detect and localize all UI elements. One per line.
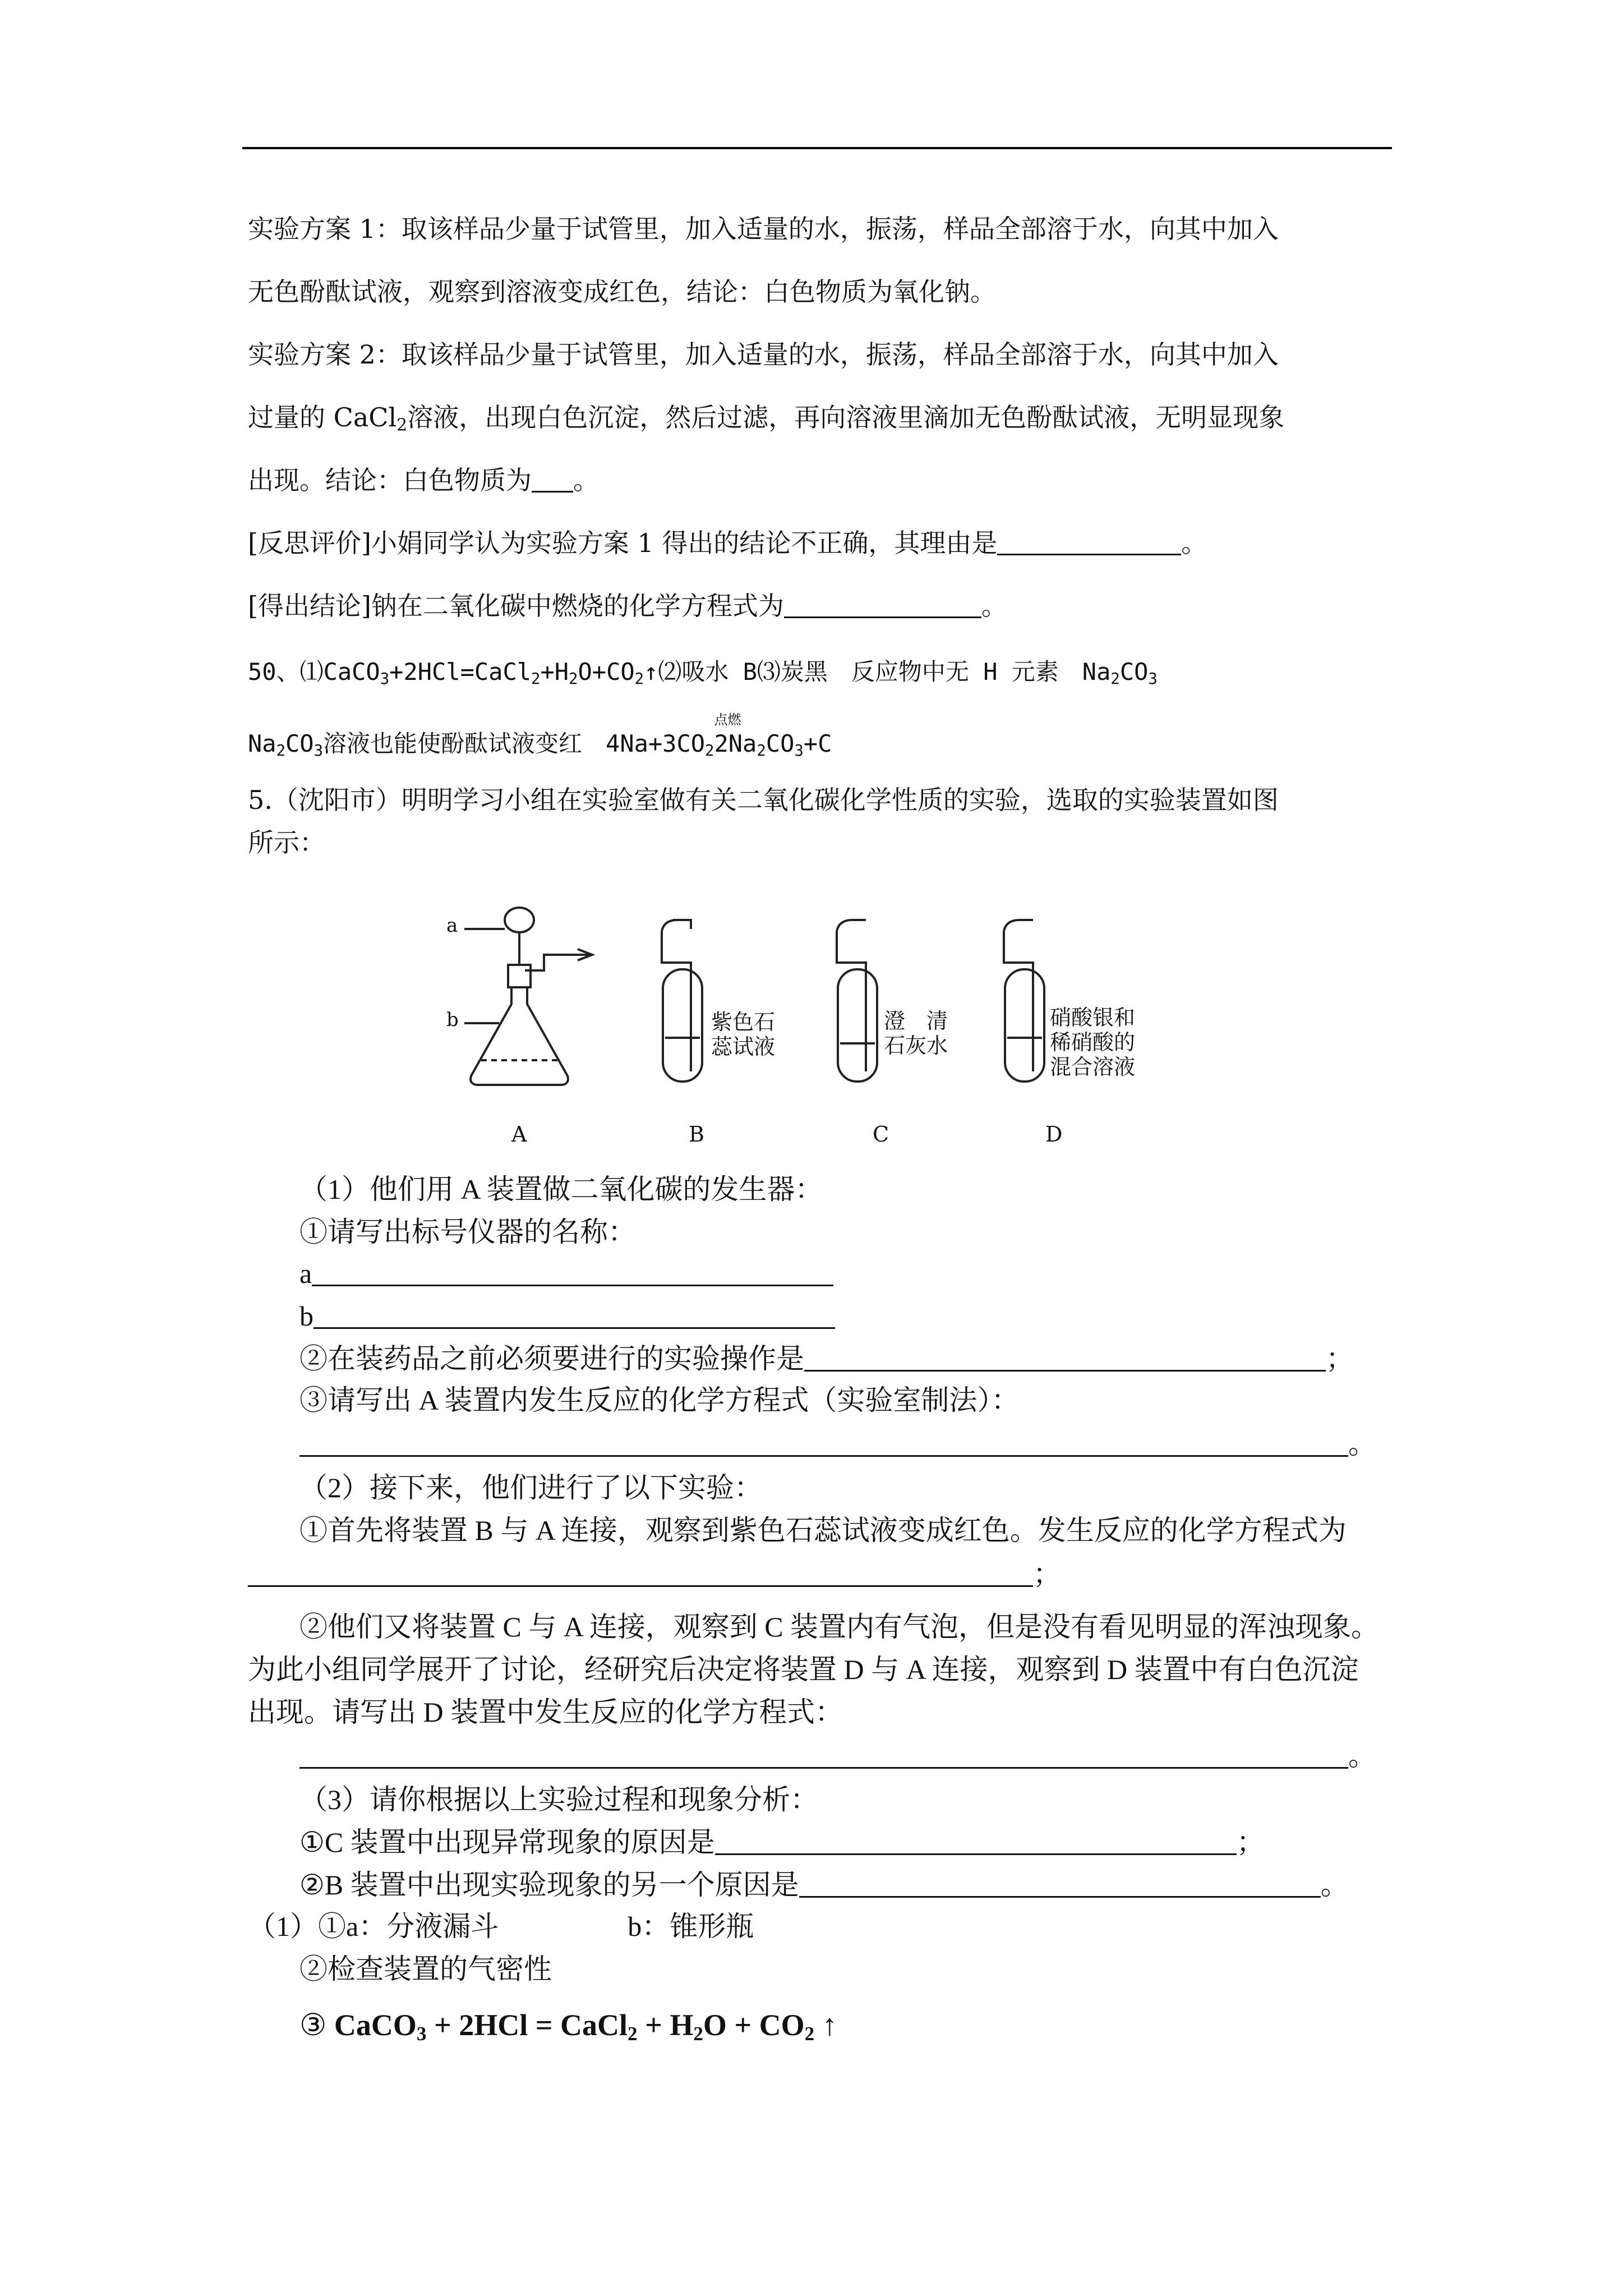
answer-blank[interactable] <box>299 1429 1348 1457</box>
q5-part3: （3）请你根据以上实验过程和现象分析： <box>299 1784 818 1815</box>
tube-c-label: 澄 清 石灰水 <box>884 1009 948 1058</box>
answer-blank[interactable] <box>248 1559 1033 1587</box>
conclude-line: [得出结论]钠在二氧化碳中燃烧的化学方程式为 。 <box>248 591 1007 621</box>
separatory-funnel-bulb <box>505 908 534 932</box>
tube-b-label: 紫色石 蕊试液 <box>711 1010 776 1059</box>
q5-part1-1: ①请写出标号仪器的名称： <box>299 1216 636 1248</box>
answer-blank[interactable] <box>997 528 1181 555</box>
answer-blank[interactable] <box>804 1344 1326 1372</box>
answer-blank[interactable] <box>532 465 573 493</box>
plan2-line3: 出现。结论：白色物质为 。 <box>248 465 599 495</box>
q5-part3-2: ②B 装置中出现实验现象的另一个原因是 。 <box>299 1869 1349 1901</box>
label-b: b <box>446 1009 459 1031</box>
header-rule <box>242 147 1392 149</box>
q5-part1-3-answer: 。 <box>299 1427 1376 1461</box>
q5-part2-1: ①首先将装置 B 与 A 连接，观察到紫色石蕊试液变成红色。发生反应的化学方程式为 <box>299 1515 1347 1546</box>
answer50-line1: 50、$⑴CaCO_3+2HCl=CaCl_2+H_2O+CO_2↑⑵$吸水 B⑶炭黑 反应物中无 H 元素 $Na_2CO_3$ <box>248 658 1158 688</box>
answer-blank[interactable] <box>784 591 981 618</box>
q5-part2-2-line3: 出现。请写出 D 装置中发生反应的化学方程式： <box>248 1696 843 1728</box>
caption-b: B <box>689 1122 704 1147</box>
plan2-line2: 过量的 CaCl$_2$溶液，出现白色沉淀，然后过滤，再向溶液里滴加无色酚酞试液，无明显现象 <box>248 402 1285 435</box>
q5-part2-2-line1: ②他们又将装置 C 与 A 连接，观察到 C 装置内有气泡，但是没有看见明显的浑浊现象。 <box>299 1611 1380 1642</box>
plan2-line1: 实验方案 2：取该样品少量于试管里，加入适量的水，振荡，样品全部溶于水，向其中加入 <box>248 339 1279 370</box>
answer5-equation: ③ CaCO$_3$ + 2HCl = CaCl$_2$ + $H_2O + CO_2$ ↑ <box>299 2008 837 2045</box>
label-a: a <box>446 914 458 937</box>
answer5-line1: （1）①a：分液漏斗 b：锥形瓶 <box>248 1911 754 1942</box>
tube-d-label: 硝酸银和 稀硝酸的 混合溶液 <box>1050 1005 1136 1079</box>
q5-part2: （2）接下来，他们进行了以下实验： <box>299 1472 762 1503</box>
q5-line1: 5.（沈阳市）明明学习小组在实验室做有关二氧化碳化学性质的实验，选取的实验装置如图 <box>248 785 1279 815</box>
caption-c: C <box>873 1122 889 1147</box>
instrument-b-row: b <box>299 1299 835 1333</box>
q5-part2-2-answer: 。 <box>299 1739 1376 1773</box>
plan1-line2: 无色酚酞试液，观察到溶液变成红色，结论：白色物质为氧化钠。 <box>248 277 996 307</box>
instrument-a-row: a <box>299 1257 833 1290</box>
q5-line2: 所示： <box>248 827 325 858</box>
q5-part2-1-answer: ； <box>248 1557 1061 1591</box>
answer-blank[interactable] <box>799 1870 1321 1898</box>
instrument-b-blank[interactable] <box>313 1301 835 1329</box>
answer-blank[interactable] <box>715 1828 1237 1855</box>
answer-blank[interactable] <box>299 1741 1348 1769</box>
apparatus-figure <box>446 898 1211 1156</box>
q5-part3-1: ①C 装置中出现异常现象的原因是 ； <box>299 1826 1265 1858</box>
caption-d: D <box>1045 1122 1063 1147</box>
caption-a: A <box>511 1122 527 1147</box>
q5-part1-3: ③请写出 A 装置内发生反应的化学方程式（实验室制法）： <box>299 1384 1020 1416</box>
q5-part1-2: ②在装药品之前必须要进行的实验操作是 ； <box>299 1343 1354 1374</box>
plan1-line1: 实验方案 1：取该样品少量于试管里，加入适量的水，振荡，样品全部溶于水，向其中加入 <box>248 214 1279 244</box>
instrument-a-blank[interactable] <box>312 1259 833 1286</box>
q5-part1: （1）他们用 A 装置做二氧化碳的发生器： <box>299 1174 823 1205</box>
answer5-line2: ②检查装置的气密性 <box>299 1953 552 1985</box>
reflect-line: [反思评价]小娟同学认为实验方案 1 得出的结论不正确，其理由是 。 <box>248 528 1207 558</box>
q5-part2-2-line2: 为此小组同学展开了讨论，经研究后决定将装置 D 与 A 连接，观察到 D 装置中有白色沉淀 <box>248 1654 1359 1685</box>
answer50-line2: $Na_2CO_3$溶液也能使酚酞试液变红 $4Na+3CO_2$ 点燃 $2Na_2CO_3+C$ <box>248 712 832 760</box>
